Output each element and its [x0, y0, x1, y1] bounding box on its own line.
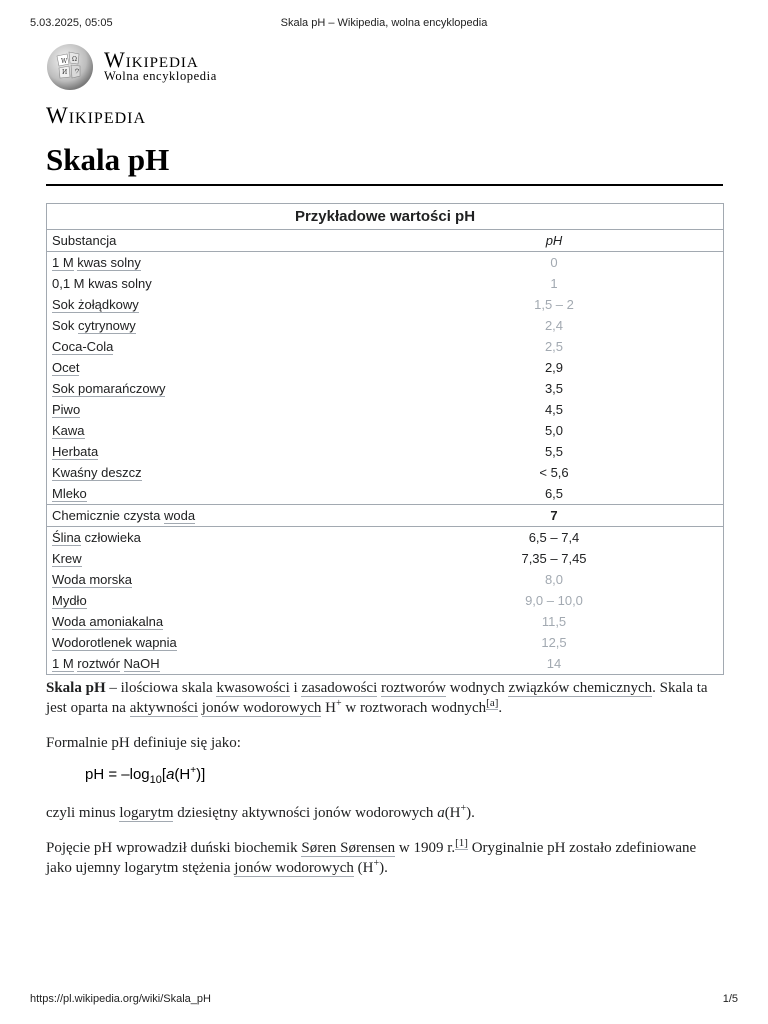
ph-value-cell: 0	[550, 255, 558, 270]
table-row	[47, 462, 724, 483]
table-caption: Przykładowe wartości pH	[47, 204, 724, 230]
inline-link[interactable]: kwas solny	[77, 255, 141, 270]
inline-link[interactable]: [1]	[455, 837, 468, 849]
table-row	[47, 336, 724, 357]
definition-explanation-text	[46, 803, 724, 823]
substance-cell	[47, 294, 386, 315]
substance-cell	[47, 252, 386, 274]
inline-text: Sok	[52, 318, 79, 333]
inline-text: 10	[149, 774, 162, 786]
inline-text: (H	[174, 766, 191, 783]
inline-link[interactable]: Søren Sørensen	[301, 840, 396, 856]
inline-text: czyli minus	[46, 805, 120, 821]
inline-text: +	[335, 698, 342, 709]
substance-cell	[47, 483, 386, 505]
inline-text	[120, 656, 124, 671]
svg-text:W: W	[61, 58, 68, 65]
inline-text: (H	[444, 805, 461, 821]
inline-link[interactable]: Sok żołądkowy	[52, 297, 139, 312]
inline-link[interactable]: Woda amoniakalna	[52, 614, 164, 629]
substance-cell	[47, 527, 386, 549]
ph-value-cell: 2,4	[544, 318, 564, 333]
table-row	[47, 273, 724, 294]
inline-link[interactable]: Krew	[52, 551, 82, 566]
inline-text: 0,1 M kwas solny	[52, 276, 152, 291]
ph-values-table	[46, 203, 724, 675]
inline-link[interactable]: Kwaśny deszcz	[52, 465, 142, 480]
inline-link[interactable]: Coca-Cola	[52, 339, 114, 354]
substance-cell	[47, 336, 386, 357]
ph-value-cell: 6,5 – 7,4	[528, 530, 580, 545]
logo-tagline: Wolna encyklopedia	[104, 69, 217, 83]
ph-value-cell: 2,9	[544, 360, 564, 375]
inline-text: )]	[196, 766, 206, 783]
inline-text: . Skala ta jest oparta na	[46, 680, 708, 716]
substance-cell	[47, 548, 386, 569]
ph-value-cell: 12,5	[541, 635, 567, 650]
ph-formula	[85, 765, 206, 786]
table-row	[47, 527, 724, 549]
substance-cell	[47, 653, 386, 675]
inline-text: pH = –log	[85, 766, 150, 783]
inline-link[interactable]: cytrynowy	[78, 318, 136, 333]
ph-value-cell: 2,5	[544, 339, 564, 354]
inline-text: +	[190, 765, 197, 776]
ph-value-cell: 7,35 – 7,45	[521, 551, 587, 566]
table-row	[47, 294, 724, 315]
svg-text:Ω: Ω	[72, 56, 77, 63]
inline-link[interactable]: jonów wodorowych	[234, 860, 354, 876]
inline-link[interactable]: 1 M	[52, 656, 74, 671]
ph-value-cell: < 5,6	[539, 465, 569, 480]
inline-text: człowieka	[80, 530, 141, 545]
inline-link[interactable]: roztworów	[381, 680, 446, 696]
table-row	[47, 590, 724, 611]
inline-text: .	[498, 700, 503, 716]
inline-link[interactable]: Ślina	[52, 530, 81, 545]
substance-cell	[47, 505, 386, 527]
inline-text: w 1909 r.	[395, 840, 456, 856]
inline-text: Skala pH	[46, 680, 106, 696]
substance-cell	[47, 357, 386, 378]
wikipedia-globe-icon	[45, 42, 95, 92]
substance-cell	[47, 632, 386, 653]
definition-intro	[46, 733, 724, 753]
inline-link[interactable]: Herbata	[52, 444, 99, 459]
inline-text: wodnych	[445, 680, 509, 696]
ph-value-cell: 11,5	[541, 614, 567, 629]
ph-value-cell: 7	[385, 505, 724, 527]
table-row	[47, 632, 724, 653]
print-page-title: Skala pH – Wikipedia, wolna encyklopedia	[280, 17, 488, 29]
column-header-ph: pH	[385, 230, 724, 252]
print-page-number: 1/5	[722, 993, 738, 1005]
page-title: Skala pH	[46, 140, 723, 186]
table-row	[47, 315, 724, 336]
ph-value-cell: 5,0	[544, 423, 564, 438]
inline-text: dziesiętny aktywności jonów wodorowych	[173, 805, 438, 821]
ph-value-cell: 1	[550, 276, 558, 291]
wikipedia-wordmark[interactable]: Wikipedia	[46, 103, 147, 128]
inline-text: (H	[353, 860, 374, 876]
svg-text:И: И	[62, 69, 68, 76]
inline-link[interactable]: [a]	[486, 697, 499, 709]
inline-text: i	[289, 680, 302, 696]
inline-link[interactable]: jonów wodorowych	[201, 700, 322, 716]
table-row	[47, 357, 724, 378]
inline-link[interactable]: Sok pomarańczowy	[52, 381, 166, 396]
inline-text: Chemicznie czysta	[52, 508, 164, 523]
print-url: https://pl.wikipedia.org/wiki/Skala_pH	[30, 993, 211, 1005]
table-row	[47, 505, 724, 527]
ph-value-cell: 9,0 – 10,0	[525, 593, 583, 608]
inline-link[interactable]: Piwo	[52, 402, 81, 417]
substance-cell	[47, 420, 386, 441]
intro-text	[46, 678, 724, 718]
inline-link[interactable]: NaOH	[123, 656, 160, 671]
neutral-row	[47, 505, 724, 527]
inline-link[interactable]: Mleko	[52, 486, 87, 501]
ph-value-cell: 6,5	[544, 486, 564, 501]
inline-text: +	[460, 803, 467, 814]
inline-text: [	[161, 766, 167, 783]
substance-cell	[47, 611, 386, 632]
substance-cell	[47, 273, 386, 294]
print-date: 5.03.2025, 05:05	[30, 17, 113, 29]
acid-rows	[47, 252, 724, 505]
inline-text: Pojęcie pH wprowadził duński biochemik	[46, 840, 302, 856]
inline-text: a	[166, 766, 175, 783]
history-text	[46, 838, 724, 878]
table-row	[47, 569, 724, 590]
inline-link[interactable]: Kawa	[52, 423, 85, 438]
inline-link[interactable]: zasadowości	[301, 680, 378, 696]
inline-text: +	[373, 858, 380, 869]
inline-text: w roztworach wodnych	[341, 700, 487, 716]
base-rows	[47, 527, 724, 675]
svg-text:ウ: ウ	[74, 68, 81, 75]
inline-text: ).	[379, 860, 388, 876]
table-row	[47, 653, 724, 675]
inline-text: Oryginalnie pH zostało zdefiniowane jako ujemny logarytm stężenia	[46, 840, 697, 876]
inline-link[interactable]: kwasowości	[216, 680, 290, 696]
inline-link[interactable]: 1 M	[52, 255, 74, 270]
inline-link[interactable]: woda	[163, 508, 196, 523]
table-row	[47, 252, 724, 274]
table-row	[47, 483, 724, 505]
inline-text: H	[321, 700, 336, 716]
inline-link[interactable]: Wodorotlenek wapnia	[52, 635, 177, 650]
column-header-substance: Substancja	[47, 230, 386, 252]
inline-link[interactable]: logarytm	[119, 805, 174, 821]
substance-cell	[47, 569, 386, 590]
substance-cell	[47, 399, 386, 420]
inline-link[interactable]: związków chemicznych	[508, 680, 653, 696]
ph-value-cell: 1,5 – 2	[534, 297, 574, 312]
substance-cell	[47, 315, 386, 336]
substance-cell	[47, 462, 386, 483]
inline-text: ).	[466, 805, 475, 821]
inline-link[interactable]: aktywności	[129, 700, 199, 716]
logo-wordmark: Wikipedia	[104, 47, 199, 72]
table-row	[47, 399, 724, 420]
ph-value-cell: 3,5	[544, 381, 564, 396]
substance-cell	[47, 378, 386, 399]
ph-value-cell: 8,0	[544, 572, 564, 587]
table-row	[47, 548, 724, 569]
table-row	[47, 441, 724, 462]
definition-explanation	[46, 803, 724, 823]
inline-text: a	[437, 805, 445, 821]
substance-cell	[47, 590, 386, 611]
ph-value-cell: 5,5	[544, 444, 564, 459]
table-row	[47, 378, 724, 399]
inline-link[interactable]: Ocet	[52, 360, 80, 375]
inline-link[interactable]: roztwór	[77, 656, 120, 671]
intro-paragraph	[46, 678, 724, 718]
history-paragraph	[46, 838, 724, 878]
substance-cell	[47, 441, 386, 462]
table-row	[47, 611, 724, 632]
inline-link[interactable]: Woda morska	[52, 572, 132, 587]
inline-link[interactable]: Mydło	[52, 593, 87, 608]
table-row	[47, 420, 724, 441]
inline-text: – ilościowa skala	[105, 680, 217, 696]
ph-value-cell: 4,5	[544, 402, 564, 417]
definition-intro-text: Formalnie pH definiuje się jako:	[46, 735, 241, 751]
ph-value-cell: 14	[546, 656, 562, 671]
